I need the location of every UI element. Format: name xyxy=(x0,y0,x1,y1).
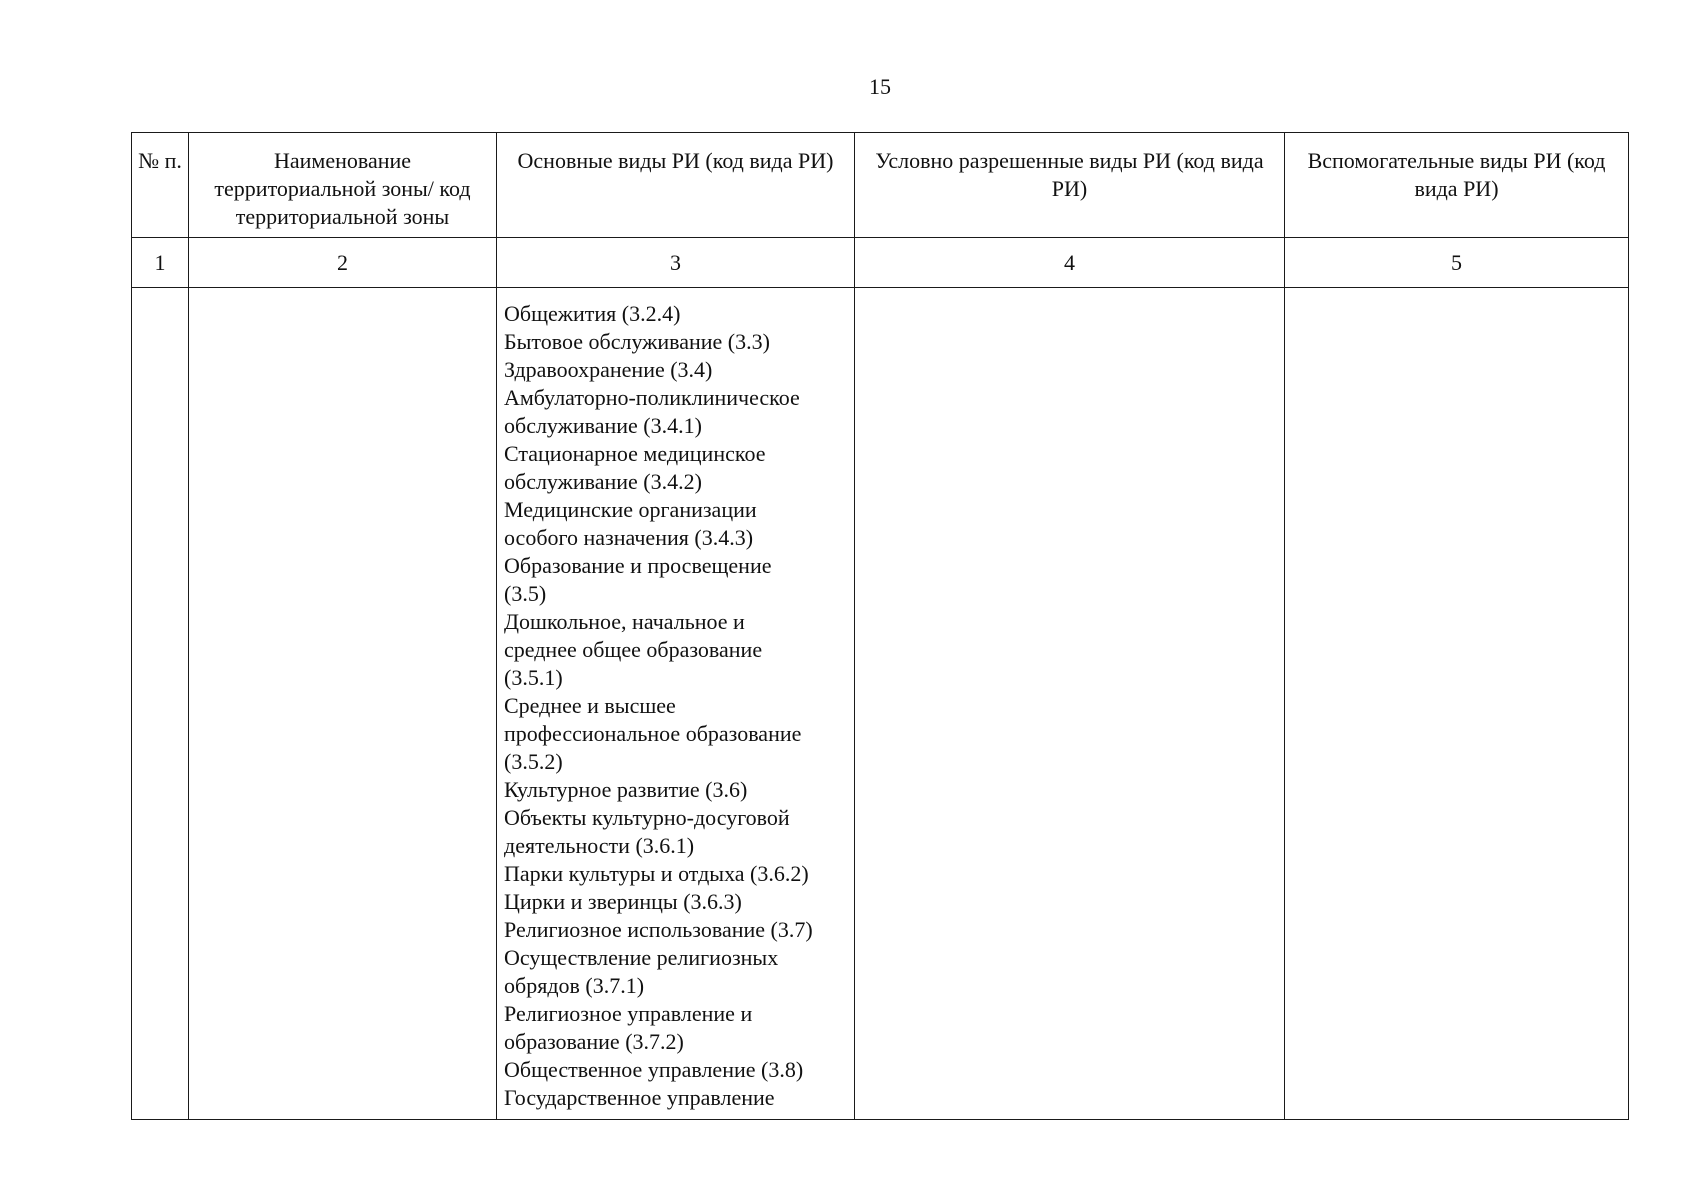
list-item: Здравоохранение (3.4) xyxy=(504,357,713,382)
list-item: обслуживание (3.4.2) xyxy=(504,469,702,494)
header-auxiliary-uses: Вспомогательные виды РИ (код вида РИ) xyxy=(1285,133,1629,238)
auxiliary-uses-cell xyxy=(1285,288,1629,1120)
list-item: особого назначения (3.4.3) xyxy=(504,525,754,550)
list-item: профессиональное образование xyxy=(504,721,802,746)
list-item: Образование и просвещение xyxy=(504,553,772,578)
column-number: 1 xyxy=(132,238,189,288)
conditional-uses-cell xyxy=(855,288,1285,1120)
land-use-table xyxy=(131,132,1629,1120)
list-item: Парки культуры и отдыха (3.6.2) xyxy=(504,861,809,886)
list-item: Дошкольное, начальное и xyxy=(504,609,745,634)
list-item: Общественное управление (3.8) xyxy=(504,1057,804,1082)
main-uses-cell xyxy=(497,288,855,1120)
list-item: обслуживание (3.4.1) xyxy=(504,413,702,438)
zone-name-cell xyxy=(189,288,497,1120)
column-number: 4 xyxy=(855,238,1285,288)
list-item: Государственное управление xyxy=(504,1085,775,1110)
row-number-cell xyxy=(132,288,189,1120)
list-item: (3.5.1) xyxy=(504,665,563,690)
list-item: Объекты культурно-досуговой xyxy=(504,805,790,830)
table-row xyxy=(132,288,1629,1120)
list-item: Амбулаторно-поликлиническое xyxy=(504,385,800,410)
list-item: Цирки и зверинцы (3.6.3) xyxy=(504,889,742,914)
column-number-row xyxy=(132,238,1629,288)
list-item: Религиозное использование (3.7) xyxy=(504,917,813,942)
list-item: Бытовое обслуживание (3.3) xyxy=(504,329,770,354)
list-item: образование (3.7.2) xyxy=(504,1029,684,1054)
header-zone-name: Наименование территориальной зоны/ код территориальной зоны xyxy=(189,133,497,238)
header-conditional-uses: Условно разрешенные виды РИ (код вида РИ) xyxy=(855,133,1285,238)
table-header-row xyxy=(132,133,1629,238)
list-item: Религиозное управление и xyxy=(504,1001,753,1026)
column-number: 3 xyxy=(497,238,855,288)
page-number: 15 xyxy=(869,74,891,99)
list-item: обрядов (3.7.1) xyxy=(504,973,645,998)
list-item: Культурное развитие (3.6) xyxy=(504,777,748,802)
main-uses-list xyxy=(504,300,848,1112)
list-item: Осуществление религиозных xyxy=(504,945,779,970)
column-number: 2 xyxy=(189,238,497,288)
list-item: Общежития (3.2.4) xyxy=(504,301,681,326)
header-number: № п. xyxy=(132,133,189,238)
list-item: среднее общее образование xyxy=(504,637,763,662)
list-item: (3.5.2) xyxy=(504,749,563,774)
header-main-uses: Основные виды РИ (код вида РИ) xyxy=(497,133,855,238)
list-item: Стационарное медицинское xyxy=(504,441,766,466)
list-item: Среднее и высшее xyxy=(504,693,676,718)
column-number: 5 xyxy=(1285,238,1629,288)
list-item: деятельности (3.6.1) xyxy=(504,833,695,858)
list-item: Медицинские организации xyxy=(504,497,757,522)
list-item: (3.5) xyxy=(504,581,547,606)
